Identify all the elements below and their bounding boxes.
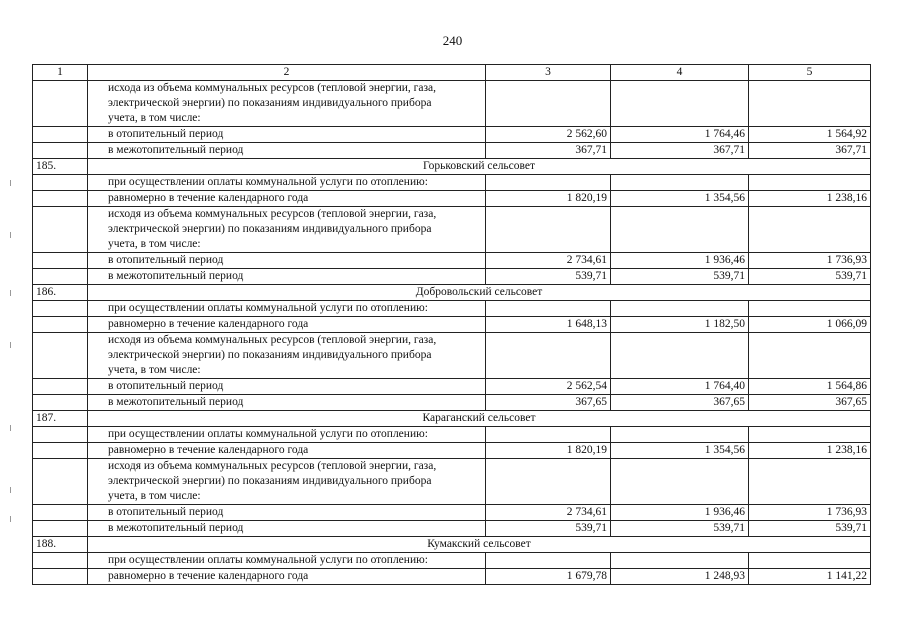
column-header: 2	[88, 65, 486, 81]
value-col3: 1 820,19	[486, 191, 611, 207]
section-title: Горьковский сельсовет	[88, 159, 871, 175]
row-description: равномерно в течение календарного года	[88, 569, 486, 585]
value-col5: 539,71	[749, 269, 871, 285]
description-line: исходя из объема коммунальных ресурсов (тепловой энергии, газа,	[108, 460, 437, 472]
value-col3: 2 734,61	[486, 253, 611, 269]
value-col3	[486, 553, 611, 569]
description-line: электрической энергии) по показаниям индивидуального прибора	[108, 475, 432, 487]
section-row	[33, 159, 871, 175]
value-col3: 539,71	[486, 269, 611, 285]
column-header: 1	[33, 65, 88, 81]
table-row	[33, 459, 871, 505]
row-description: равномерно в течение календарного года	[88, 191, 486, 207]
table-row	[33, 127, 871, 143]
value-col3	[486, 175, 611, 191]
value-col3: 1 648,13	[486, 317, 611, 333]
description-line: учета, в том числе:	[108, 112, 201, 124]
row-description	[88, 301, 486, 317]
description-line: электрической энергии) по показаниям индивидуального прибора	[108, 349, 432, 361]
description-line: при осуществлении оплаты коммунальной услуги по отоплению:	[108, 554, 428, 566]
section-number: 188.	[33, 537, 88, 553]
value-col4: 1 248,93	[611, 569, 749, 585]
value-col3: 539,71	[486, 521, 611, 537]
value-col4	[611, 81, 749, 127]
row-number	[33, 395, 88, 411]
value-col3: 1 679,78	[486, 569, 611, 585]
value-col3: 1 820,19	[486, 443, 611, 459]
value-col4: 1 764,40	[611, 379, 749, 395]
section-title: Добровольский сельсовет	[88, 285, 871, 301]
column-header: 5	[749, 65, 871, 81]
value-col4	[611, 553, 749, 569]
value-col5: 367,71	[749, 143, 871, 159]
value-col4: 539,71	[611, 269, 749, 285]
section-row	[33, 537, 871, 553]
margin-mark	[10, 232, 11, 238]
value-col5	[749, 427, 871, 443]
value-col4: 1 182,50	[611, 317, 749, 333]
row-description	[88, 207, 486, 253]
value-col3: 2 734,61	[486, 505, 611, 521]
description-line: при осуществлении оплаты коммунальной услуги по отоплению:	[108, 302, 428, 314]
description-line: электрической энергии) по показаниям индивидуального прибора	[108, 223, 432, 235]
value-col5: 1 564,92	[749, 127, 871, 143]
row-description: равномерно в течение календарного года	[88, 317, 486, 333]
section-row	[33, 285, 871, 301]
row-number	[33, 317, 88, 333]
value-col4: 367,65	[611, 395, 749, 411]
value-col5: 1 736,93	[749, 505, 871, 521]
description-line: учета, в том числе:	[108, 238, 201, 250]
description-line: электрической энергии) по показаниям индивидуального прибора	[108, 97, 432, 109]
row-number	[33, 253, 88, 269]
value-col5: 1 238,16	[749, 191, 871, 207]
row-number	[33, 269, 88, 285]
table-header-row	[33, 65, 871, 81]
section-number: 187.	[33, 411, 88, 427]
table-row	[33, 317, 871, 333]
value-col4: 1 354,56	[611, 443, 749, 459]
row-description: в межотопительный период	[88, 143, 486, 159]
column-header: 4	[611, 65, 749, 81]
value-col5	[749, 175, 871, 191]
value-col4	[611, 207, 749, 253]
row-number	[33, 443, 88, 459]
description-line: учета, в том числе:	[108, 490, 201, 502]
description-line: исходя из объема коммунальных ресурсов (тепловой энергии, газа,	[108, 334, 437, 346]
value-col3	[486, 459, 611, 505]
value-col5: 1 141,22	[749, 569, 871, 585]
row-description	[88, 81, 486, 127]
margin-mark	[10, 487, 11, 493]
row-number	[33, 505, 88, 521]
table-row	[33, 553, 871, 569]
value-col4: 1 354,56	[611, 191, 749, 207]
row-description: в отопительный период	[88, 379, 486, 395]
value-col4: 1 936,46	[611, 505, 749, 521]
value-col5: 1 564,86	[749, 379, 871, 395]
row-number	[33, 521, 88, 537]
value-col3: 2 562,60	[486, 127, 611, 143]
value-col4	[611, 301, 749, 317]
table-row	[33, 253, 871, 269]
table-row	[33, 569, 871, 585]
tariff-table	[32, 64, 871, 585]
value-col5: 367,65	[749, 395, 871, 411]
row-number	[33, 553, 88, 569]
table-row	[33, 301, 871, 317]
table-row	[33, 191, 871, 207]
value-col4: 539,71	[611, 521, 749, 537]
row-number	[33, 127, 88, 143]
value-col5	[749, 459, 871, 505]
value-col3	[486, 333, 611, 379]
description-line: исхода из объема коммунальных ресурсов (тепловой энергии, газа,	[108, 82, 437, 94]
value-col5: 1 238,16	[749, 443, 871, 459]
row-number	[33, 427, 88, 443]
value-col3	[486, 81, 611, 127]
description-line: учета, в том числе:	[108, 364, 201, 376]
margin-mark	[10, 342, 11, 348]
value-col5	[749, 81, 871, 127]
row-number	[33, 459, 88, 505]
table-row	[33, 175, 871, 191]
row-description	[88, 553, 486, 569]
section-title: Кумакский сельсовет	[88, 537, 871, 553]
section-number: 185.	[33, 159, 88, 175]
value-col5	[749, 333, 871, 379]
value-col4: 1 936,46	[611, 253, 749, 269]
margin-mark	[10, 180, 11, 186]
value-col5: 1 066,09	[749, 317, 871, 333]
row-number	[33, 333, 88, 379]
value-col3	[486, 301, 611, 317]
table-row	[33, 81, 871, 127]
table-row	[33, 521, 871, 537]
row-description: в межотопительный период	[88, 269, 486, 285]
table-row	[33, 395, 871, 411]
row-description	[88, 427, 486, 443]
section-title: Караганский сельсовет	[88, 411, 871, 427]
row-number	[33, 143, 88, 159]
row-description: равномерно в течение календарного года	[88, 443, 486, 459]
value-col4: 1 764,46	[611, 127, 749, 143]
margin-mark	[10, 425, 11, 431]
row-number	[33, 569, 88, 585]
value-col3	[486, 427, 611, 443]
value-col5	[749, 301, 871, 317]
row-description: в отопительный период	[88, 253, 486, 269]
value-col4: 367,71	[611, 143, 749, 159]
row-description: в отопительный период	[88, 127, 486, 143]
value-col3: 367,71	[486, 143, 611, 159]
value-col3	[486, 207, 611, 253]
section-number: 186.	[33, 285, 88, 301]
table-row	[33, 269, 871, 285]
value-col3: 367,65	[486, 395, 611, 411]
description-line: исходя из объема коммунальных ресурсов (тепловой энергии, газа,	[108, 208, 437, 220]
row-description: в межотопительный период	[88, 395, 486, 411]
row-number	[33, 81, 88, 127]
value-col4	[611, 333, 749, 379]
table-row	[33, 505, 871, 521]
row-number	[33, 379, 88, 395]
table-row	[33, 333, 871, 379]
row-description: в отопительный период	[88, 505, 486, 521]
row-number	[33, 207, 88, 253]
table-row	[33, 443, 871, 459]
row-number	[33, 191, 88, 207]
section-row	[33, 411, 871, 427]
page-number: 240	[442, 33, 463, 48]
row-number	[33, 175, 88, 191]
value-col5: 1 736,93	[749, 253, 871, 269]
margin-mark	[10, 516, 11, 522]
margin-mark	[10, 290, 11, 296]
value-col4	[611, 427, 749, 443]
description-line: при осуществлении оплаты коммунальной услуги по отоплению:	[108, 428, 428, 440]
value-col4	[611, 459, 749, 505]
description-line: при осуществлении оплаты коммунальной услуги по отоплению:	[108, 176, 428, 188]
table-row	[33, 207, 871, 253]
row-description	[88, 175, 486, 191]
value-col5	[749, 207, 871, 253]
row-number	[33, 301, 88, 317]
value-col5: 539,71	[749, 521, 871, 537]
table-row	[33, 427, 871, 443]
value-col3: 2 562,54	[486, 379, 611, 395]
value-col4	[611, 175, 749, 191]
table-row	[33, 379, 871, 395]
row-description: в межотопительный период	[88, 521, 486, 537]
value-col5	[749, 553, 871, 569]
table-row	[33, 143, 871, 159]
column-header: 3	[486, 65, 611, 81]
row-description	[88, 459, 486, 505]
row-description	[88, 333, 486, 379]
